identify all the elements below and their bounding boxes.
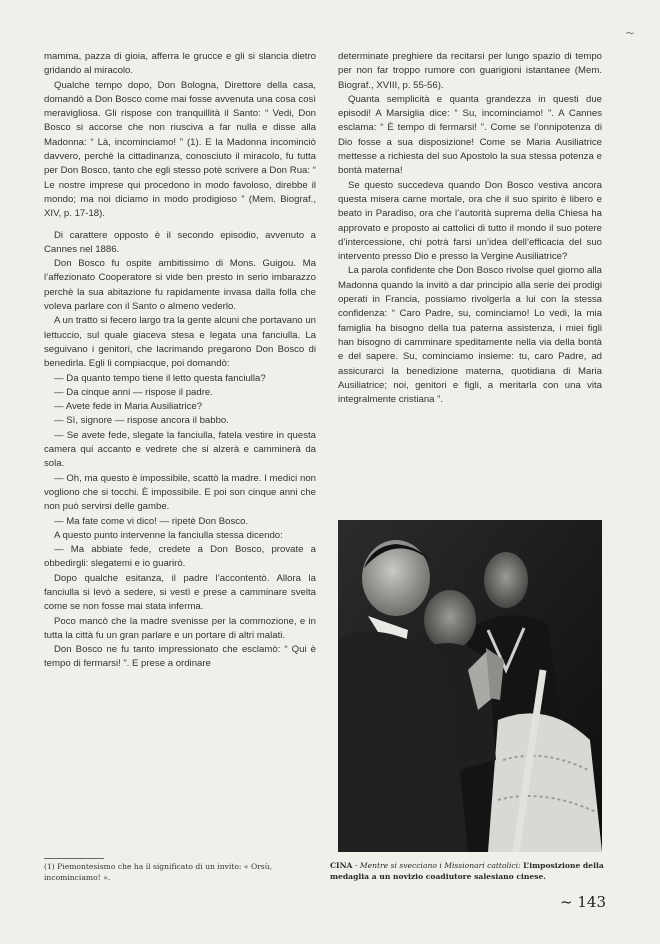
paragraph: A questo punto intervenne la fanciulla stessa dicendo: — [54, 529, 283, 541]
dialogue-line: — Ma abbiate fede, credete a Don Bosco, provate a obbedirgli: slegatemi e io guarirò. — [44, 544, 316, 570]
footnote-rule — [44, 858, 104, 859]
paragraph: Se questo succedeva quando Don Bosco vestiva ancora questa misera carne mortale, ora che il suo spirito è libero e beato in Paradiso, ora che l’autorità suprema della Chiesa ha approvato e proposto ai cattolici di tutto il mondo il suo potere d’intercessione, chi potrà farsi un’idea dell’efficacia del suo intervento presso Dio e presso la Vergine Ausiliatrice? — [338, 179, 602, 263]
paragraph: Don Bosco fu ospite ambitissimo di Mons. Guigou. Ma l’affezionato Cooperatore si vide ben presto in serio imbarazzo perchè la sua abitazione fu rapidamente invasa dalla folla che voleva parlare con il Santo o almeno vederlo. — [44, 258, 316, 313]
corner-mark: ~ — [625, 26, 636, 40]
left-column — [44, 50, 316, 672]
page-number-value: 143 — [577, 893, 606, 911]
footnote: (1) Piemontesismo che ha il significato di un invito: « Orsù, incominciamo! ». — [44, 862, 273, 882]
dialogue-line: — Da cinque anni — rispose il padre. — [54, 386, 213, 398]
paragraph: La parola confidente che Don Bosco rivolse quel giorno alla Madonna quando la invitò a dar principio alla serie dei prodigi operati in Francia, possiamo rivolgerla a lui con la stessa confidenza: “ Caro Padre, su, cominciamo! Lo vedi, la mia famiglia ha bisogno della tua paterna assistenza, i miei figli han bisogno di camminare speditamente nella via della bontà e del sapere. Su, cominciamo insieme: tu, caro Padre, ad assicurarci la benedizione materna, quotidiana di Maria Ausiliatrice; noi, genitori e figli, a meritarla con una vita integralmente cristiana ”. — [338, 265, 602, 406]
dialogue-line: — Da quanto tempo tiene il letto questa fanciulla? — [54, 372, 266, 384]
caption-place: CINA — [330, 861, 353, 870]
dialogue-line: — Sì, signore — rispose ancora il babbo. — [54, 415, 229, 427]
paragraph: mamma, pazza di gioia, afferra le grucce e gli si slancia dietro gridando al miracolo. — [44, 51, 316, 77]
paragraph: Qualche tempo dopo, Don Bologna, Direttore della casa, domandò a Don Bosco come mai fosse avvenuta una cosa così meravigliosa. Gli rispose con tranquillità il Santo: “ Vedi, Don Bosco si accorse che non riusciva a far nulla e disse alla Madonna: “ Là, incominciamo! ” (1). E la Madonna incominciò davvero, perchè la cittadinanza, conosciuto il miracolo, fu tutta per Don Bosco, tanto che egli stesso potè scrivere a Don Rua: “ Le nostre imprese qui procedono in modo favoloso, direbbe il mondo; ma noi diciamo in modo prodigioso ” (Mem. Biograf., XIV, p. 17-18). — [44, 79, 316, 220]
caption-italic: Mentre si svecciano i Missionari cattolici: — [359, 861, 521, 870]
paragraph: Quanta semplicità e quanta grandezza in questi due episodi! A Marsiglia dice: “ Su, incominciamo! ”. A Cannes esclama: “ È tempo di fermarsi! ”. Come se l’onnipotenza di Dio fosse a sua disposizione! Come se Maria Ausiliatrice mettesse a richiesta del suo Apostolo la sua stessa potenza e bontà materna! — [338, 93, 602, 177]
paragraph: Poco mancò che la madre svenisse per la commozione, e in tutta la città fu un gran parlare e un portare di altri malati. — [44, 615, 316, 641]
paragraph: Don Bosco ne fu tanto impressionato che esclamò: “ Qui è tempo di fermarsi! ”. E prese a ordinare — [44, 644, 316, 670]
paragraph: A un tratto si fecero largo tra la gente alcuni che portavano un lettuccio, sul quale giaceva stesa e legata una fanciulla. La seguivano i genitori, che lacrimando pregarono Don Bosco di benedirla. Egli li compiacque, poi domandò: — [44, 315, 316, 370]
paragraph: determinate preghiere da recitarsi per lungo spazio di tempo per non far troppo rumore con guarigioni istantanee (Mem. Biograf., XVIII, p. 55-56). — [338, 51, 602, 91]
page-number-prefix: ~ — [560, 893, 573, 911]
paragraph: Di carattere opposto è il secondo episodio, avvenuto a Cannes nel 1886. — [44, 229, 316, 255]
dialogue-line: — Se avete fede, slegate la fanciulla, fatela vestire in questa camera qui accanto e vedrete che si alzerà e camminerà da sola. — [44, 429, 316, 470]
paragraph: Dopo qualche esitanza, il padre l’accontentò. Allora la fanciulla si levò a sedere, si vestì e prese a camminare svelta come se non fosse mai stata inferma. — [44, 572, 316, 613]
page-number — [560, 893, 606, 911]
dialogue-line: — Oh, ma questo è impossibile, scattò la madre. I medici non vogliono che si tocchi. È impossibile. E poi son cinque anni che non può servirsi delle gambe. — [44, 472, 316, 513]
photo-caption: CINA - Mentre si svecciano i Missionari cattolici: L’imposizione della medaglia a un novizio coadiutore salesiano cinese. — [330, 861, 604, 881]
right-column — [338, 50, 602, 407]
photograph — [338, 520, 602, 852]
dialogue-line: — Ma fate come vi dico! — ripetè Don Bosco. — [54, 515, 249, 527]
caption-text: L’imposizione della medaglia a un novizio coadiutore salesiano cinese. — [330, 861, 604, 881]
dialogue-line: — Avete fede in Maria Ausiliatrice? — [54, 401, 203, 413]
photo-illustration — [338, 520, 602, 852]
